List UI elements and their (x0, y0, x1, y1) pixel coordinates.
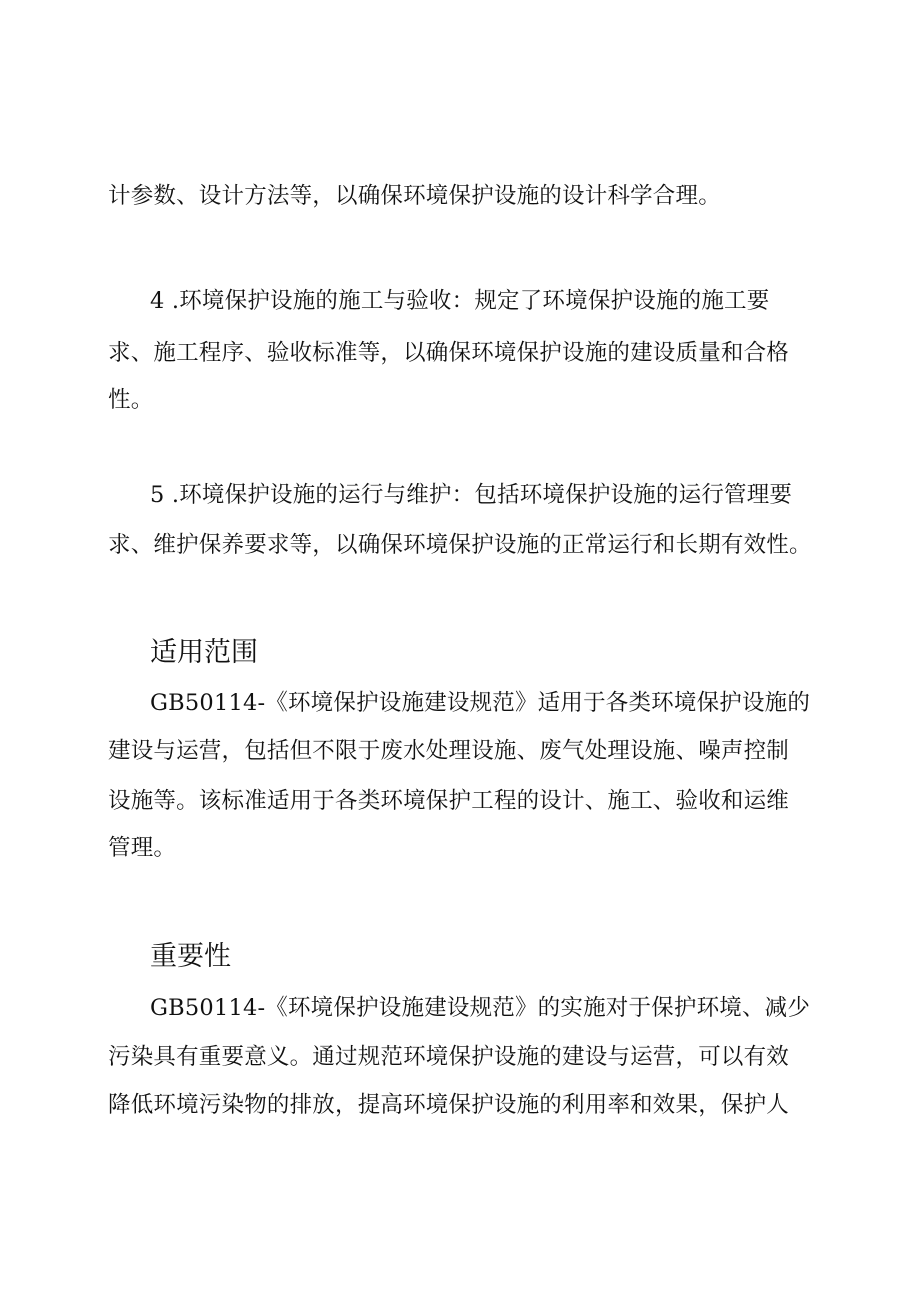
scope-line-4: 管理。 (108, 835, 177, 861)
item-4-line-3: 性。 (108, 387, 154, 413)
item-5-line-1: 5 .环境保护设施的运行与维护：包括环境保护设施的运行管理要 (150, 482, 793, 508)
section-heading-importance: 重要性 (150, 941, 231, 972)
section-heading-scope: 适用范围 (150, 637, 258, 668)
importance-line-2: 污染具有重要意义。通过规范环境保护设施的建设与运营，可以有效 (108, 1044, 790, 1070)
item-5-line-2: 求、维护保养要求等，以确保环境保护设施的正常运行和长期有效性。 (108, 532, 812, 558)
scope-line-2: 建设与运营，包括但不限于废水处理设施、废气处理设施、噪声控制 (108, 738, 790, 764)
scope-line-1: GB50114-《环境保护设施建设规范》适用于各类环境保护设施的 (150, 690, 811, 716)
paragraph-3-tail-line-1: 计参数、设计方法等，以确保环境保护设施的设计科学合理。 (108, 183, 721, 209)
item-4-line-2: 求、施工程序、验收标准等，以确保环境保护设施的建设质量和合格 (108, 340, 790, 366)
scope-line-3: 设施等。该标准适用于各类环境保护工程的设计、施工、验收和运维 (108, 788, 790, 814)
item-4-line-1: 4 .环境保护设施的施工与验收：规定了环境保护设施的施工要 (150, 288, 770, 314)
importance-line-3: 降低环境污染物的排放，提高环境保护设施的利用率和效果，保护人 (108, 1092, 790, 1118)
importance-line-1: GB50114-《环境保护设施建设规范》的实施对于保护环境、减少 (150, 995, 811, 1021)
